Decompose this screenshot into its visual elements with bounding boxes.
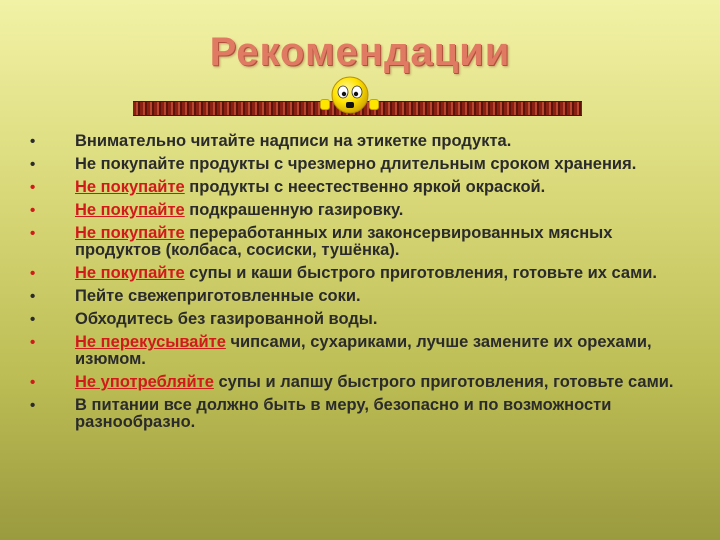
bullet-icon: • — [30, 334, 36, 351]
item-text: подкрашенную газировку. — [184, 201, 404, 219]
bullet-icon: • — [30, 397, 36, 414]
smiley-peeking-icon — [320, 68, 380, 118]
list-item — [30, 133, 702, 150]
item-text: супы и лапшу быстрого приготовления, готовьте сами. — [213, 373, 674, 391]
highlight-keyword: Не покупайте — [75, 201, 185, 219]
bullet-icon: • — [30, 133, 36, 150]
list-item — [30, 179, 702, 196]
item-text: продукты с неестественно яркой окраской. — [184, 178, 546, 196]
item-text: Внимательно читайте надписи на этикетке продукта. — [75, 132, 512, 150]
bullet-icon: • — [30, 265, 36, 282]
bullet-icon: • — [30, 374, 36, 391]
list-item — [30, 311, 702, 328]
smiley-face-icon — [320, 68, 380, 118]
item-text: В питании все должно быть в меру, безопасно и по возможности разнообразно. — [75, 396, 612, 431]
item-text: супы и каши быстрого приготовления, готовьте их сами. — [184, 264, 657, 282]
list-item — [30, 397, 702, 431]
smiley-right-hand — [369, 99, 379, 110]
highlight-keyword: Не покупайте — [75, 224, 185, 242]
list-item — [30, 202, 702, 219]
highlight-keyword: Не употребляйте — [75, 373, 214, 391]
list-item — [30, 225, 702, 259]
item-text: переработанных или законсервированных мясных продуктов (колбаса, сосиски, тушёнка). — [75, 224, 613, 259]
highlight-keyword: Не перекусывайте — [75, 333, 226, 351]
smiley-left-hand — [320, 99, 330, 110]
slide-title: Рекомендации — [209, 30, 511, 74]
bullet-icon: • — [30, 156, 36, 173]
highlight-keyword: Не покупайте — [75, 264, 185, 282]
item-text: Пейте свежеприготовленные соки. — [75, 287, 361, 305]
highlight-keyword: Не покупайте — [75, 178, 185, 196]
bullet-icon: • — [30, 202, 36, 219]
list-item — [30, 156, 702, 173]
bullet-icon: • — [30, 288, 36, 305]
item-text: Обходитесь без газированной воды. — [75, 310, 378, 328]
item-text: чипсами, сухариками, лучше замените их орехами, изюмом. — [75, 333, 652, 368]
list-item — [30, 374, 702, 391]
item-text: Не покупайте продукты с чрезмерно длительным сроком хранения. — [75, 155, 637, 173]
list-item — [30, 288, 702, 305]
bullet-icon: • — [30, 311, 36, 328]
bullet-icon: • — [30, 179, 36, 196]
bullet-icon: • — [30, 225, 36, 242]
list-item — [30, 334, 702, 368]
recommendations-list — [30, 133, 702, 437]
list-item — [30, 265, 702, 282]
